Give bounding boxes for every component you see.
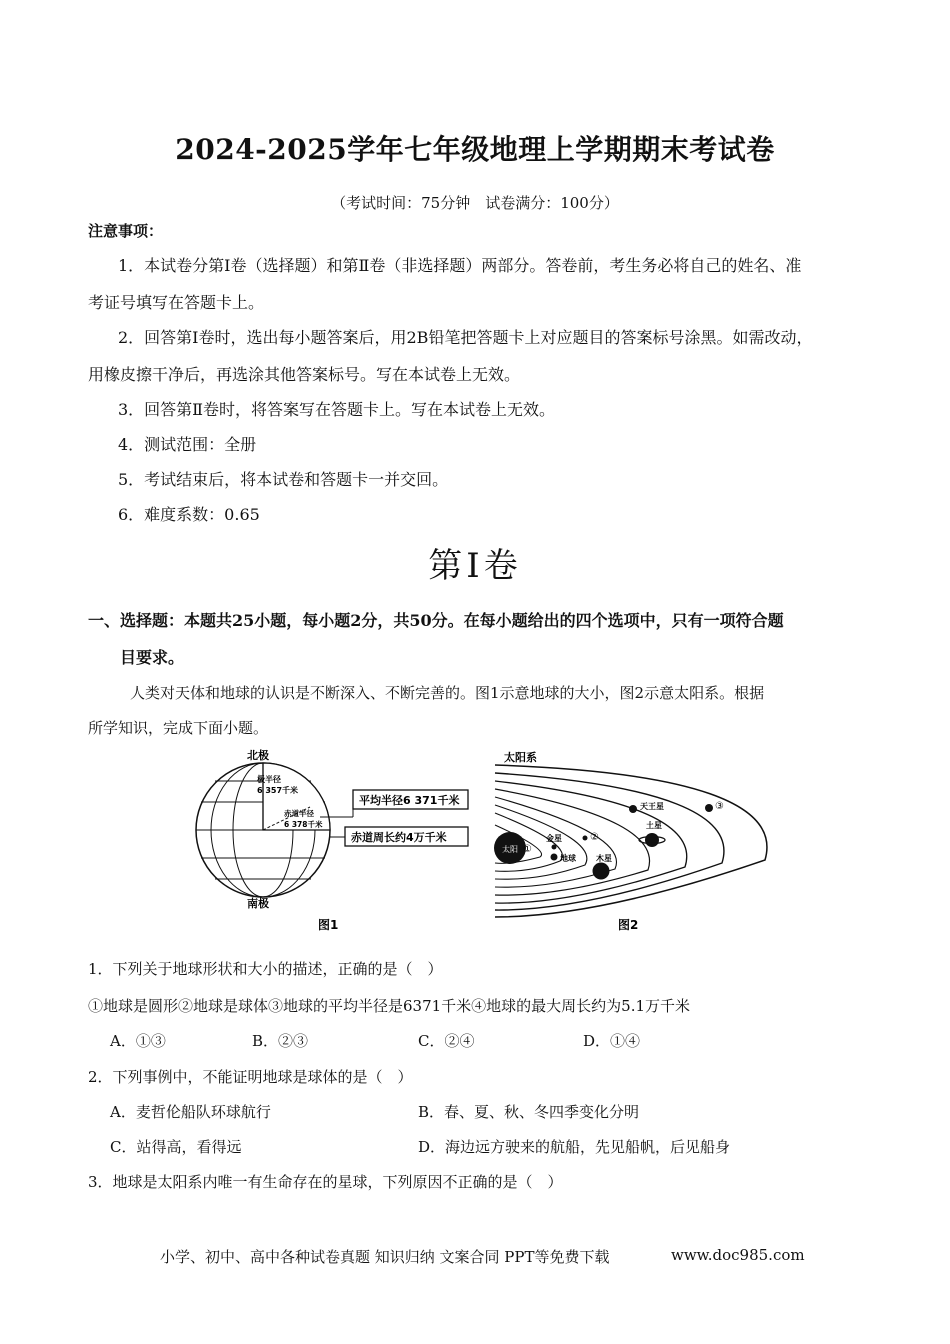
- figure2-caption: 图2: [618, 918, 639, 932]
- marker-3: ③: [715, 801, 724, 812]
- uranus-label: 天王星: [640, 802, 664, 811]
- q2-option-d[interactable]: D．海边远方驶来的航船，先见船帆，后见船身: [418, 1138, 731, 1156]
- intro-text: 人类对天体和地球的认识是不断深入、不断完善的。图1示意地球的大小，图2示意太阳系。根据: [130, 684, 765, 702]
- exam-subtitle: （考试时间：75分钟 试卷满分：100分）: [331, 194, 619, 212]
- figure-earth-size: [185, 745, 475, 935]
- jupiter: [593, 863, 610, 880]
- notice-heading: 注意事项：: [88, 222, 164, 240]
- equatorial-radius-value: 6 378千米: [284, 820, 323, 829]
- section-instruction-cont: 目要求。: [120, 648, 185, 667]
- notice-item: 4．测试范围：全册: [118, 435, 257, 454]
- sun-label: 太阳: [502, 845, 518, 854]
- question-3-stem: 3．地球是太阳系内唯一有生命存在的星球，下列原因不正确的是（ ）: [88, 1173, 563, 1191]
- notice-item: 考证号填写在答题卡上。: [88, 293, 265, 312]
- exam-title: 2024-2025学年七年级地理上学期期末考试卷: [175, 133, 775, 166]
- q1-option-a[interactable]: A．①③: [110, 1032, 166, 1050]
- footer-text: 小学、初中、高中各种试卷真题 知识归纳 文案合同 PPT等免费下载: [160, 1248, 610, 1266]
- south-pole-label: 南极: [247, 897, 269, 910]
- marker-1: ①: [523, 844, 532, 855]
- intro-text-cont: 所学知识，完成下面小题。: [88, 719, 269, 737]
- notice-item: 用橡皮擦干净后，再选涂其他答案标号。写在本试卷上无效。: [88, 365, 521, 384]
- q2-option-b[interactable]: B．春、夏、秋、冬四季变化分明: [418, 1103, 640, 1121]
- venus-label: 金星: [546, 834, 562, 843]
- notice-item: 3．回答第Ⅱ卷时，将答案写在答题卡上。写在本试卷上无效。: [118, 400, 556, 419]
- venus: [552, 845, 557, 850]
- part-title: 第Ⅰ卷: [428, 546, 522, 586]
- question-1-stem: 1．下列关于地球形状和大小的描述，正确的是（ ）: [88, 960, 443, 978]
- notice-item: 6．难度系数：0.65: [118, 505, 260, 524]
- solar-system-title: 太阳系: [504, 751, 537, 764]
- uranus: [629, 805, 637, 813]
- north-pole-label: 北极: [247, 749, 269, 762]
- polar-radius-label: 极半径: [257, 775, 281, 784]
- q1-option-d[interactable]: D．①④: [583, 1032, 641, 1050]
- notice-item: 5．考试结束后，将本试卷和答题卡一并交回。: [118, 470, 449, 489]
- footer-url[interactable]: www.doc985.com: [671, 1246, 805, 1264]
- q1-option-c[interactable]: C．②④: [418, 1032, 475, 1050]
- marker-3-dot: [705, 804, 713, 812]
- question-2-stem: 2．下列事例中，不能证明地球是球体的是（ ）: [88, 1068, 413, 1086]
- mean-radius-text: 平均半径6 371千米: [359, 794, 460, 807]
- equatorial-radius-label: 赤道半径: [284, 809, 314, 818]
- earth-label: 地球: [560, 854, 576, 863]
- saturn-label: 土星: [646, 821, 662, 830]
- section-instruction: 一、选择题：本题共25小题，每小题2分，共50分。在每小题给出的四个选项中，只有一项符合题: [88, 611, 784, 630]
- jupiter-label: 木星: [596, 854, 612, 863]
- q2-option-c[interactable]: C．站得高，看得远: [110, 1138, 242, 1156]
- circumference-text: 赤道周长约4万千米: [351, 831, 447, 844]
- polar-radius-value: 6 357千米: [257, 786, 299, 795]
- q2-option-a[interactable]: A．麦哲伦船队环球航行: [110, 1103, 271, 1121]
- figure-solar-system: [490, 745, 780, 935]
- q1-option-b[interactable]: B．②③: [252, 1032, 309, 1050]
- saturn: [645, 833, 659, 847]
- earth: [551, 854, 558, 861]
- figure1-caption: 图1: [318, 918, 339, 932]
- notice-item: 2．回答第Ⅰ卷时，选出每小题答案后，用2B铅笔把答题卡上对应题目的答案标号涂黑。如需改动，: [118, 328, 813, 347]
- marker-2: ②: [590, 832, 599, 843]
- notice-item: 1．本试卷分第Ⅰ卷（选择题）和第Ⅱ卷（非选择题）两部分。答卷前，考生务必将自己的姓名、准: [118, 256, 802, 275]
- question-1-detail: ①地球是圆形②地球是球体③地球的平均半径是6371千米④地球的最大周长约为5.1万千米: [88, 997, 691, 1015]
- marker-2-dot: [583, 836, 588, 841]
